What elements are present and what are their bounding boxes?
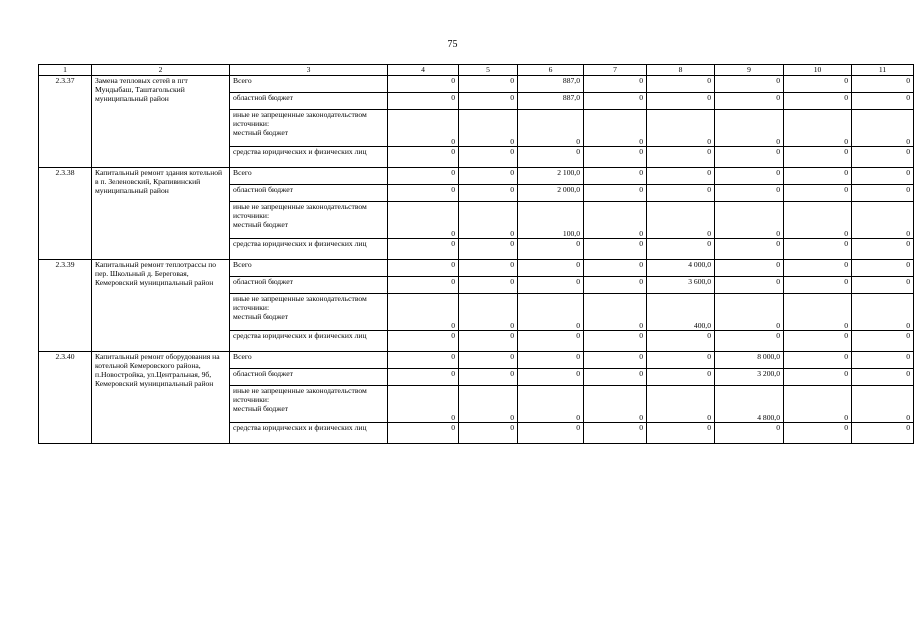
column-header: 10	[784, 65, 852, 76]
item-name: Капитальный ремонт здания котельной в п. Зеленовский, Крапивинский муниципальный район	[92, 168, 230, 260]
value-cell: 0	[459, 76, 518, 93]
value-cell: 0	[388, 277, 459, 294]
funding-source-label: местный бюджет	[233, 220, 289, 229]
funding-source	[230, 386, 388, 423]
value-cell: 0	[647, 239, 715, 260]
value-cell: 0	[715, 294, 784, 331]
funding-source-note: иные не запрещенные законодательством источники:	[233, 294, 367, 312]
value-cell: 0	[852, 110, 914, 147]
value-cell: 0	[784, 294, 852, 331]
funding-source	[230, 260, 388, 277]
value-cell: 0	[388, 76, 459, 93]
value-cell: 0	[459, 239, 518, 260]
funding-source-note: иные не запрещенные законодательством источники:	[233, 386, 367, 404]
funding-source-label: Всего	[233, 76, 252, 85]
value-cell: 0	[852, 202, 914, 239]
value-cell: 0	[584, 294, 647, 331]
column-header: 2	[92, 65, 230, 76]
value-cell: 0	[647, 423, 715, 444]
value-cell: 0	[388, 260, 459, 277]
funding-source-label: средства юридических и физических лиц	[233, 147, 367, 156]
value-cell: 0	[715, 93, 784, 110]
funding-source-label: Всего	[233, 260, 252, 269]
column-header: 1	[39, 65, 92, 76]
value-cell: 0	[715, 331, 784, 352]
value-cell: 0	[388, 93, 459, 110]
funding-source	[230, 168, 388, 185]
item-name: Капитальный ремонт оборудования на котельной Кемеровского района, п.Новостройка, ул.Центральная, 9б, Кемеровский муниципальный район	[92, 352, 230, 444]
funding-source	[230, 331, 388, 352]
funding-source	[230, 294, 388, 331]
funding-source-label: Всего	[233, 168, 252, 177]
value-cell: 0	[584, 260, 647, 277]
value-cell: 0	[715, 76, 784, 93]
value-cell: 0	[459, 423, 518, 444]
value-cell: 0	[518, 147, 584, 168]
value-cell: 0	[852, 185, 914, 202]
value-cell: 0	[784, 277, 852, 294]
value-cell: 0	[715, 110, 784, 147]
value-cell: 0	[459, 168, 518, 185]
table-row	[39, 352, 914, 369]
value-cell: 0	[518, 294, 584, 331]
value-cell: 0	[518, 423, 584, 444]
value-cell: 0	[388, 110, 459, 147]
funding-source-label: местный бюджет	[233, 404, 289, 413]
funding-source-label: Всего	[233, 352, 252, 361]
value-cell: 0	[388, 294, 459, 331]
value-cell: 0	[459, 352, 518, 369]
column-header: 9	[715, 65, 784, 76]
value-cell: 0	[584, 386, 647, 423]
funding-source	[230, 352, 388, 369]
value-cell: 0	[715, 277, 784, 294]
column-header: 8	[647, 65, 715, 76]
value-cell: 0	[518, 110, 584, 147]
value-cell: 0	[388, 168, 459, 185]
value-cell: 0	[784, 202, 852, 239]
value-cell: 0	[584, 369, 647, 386]
column-header: 11	[852, 65, 914, 76]
value-cell: 0	[388, 369, 459, 386]
funding-source-note: иные не запрещенные законодательством источники:	[233, 110, 367, 128]
value-cell: 8 000,0	[715, 352, 784, 369]
value-cell: 0	[784, 239, 852, 260]
column-number-row	[39, 65, 914, 76]
value-cell: 0	[852, 168, 914, 185]
funding-source-label: средства юридических и физических лиц	[233, 423, 367, 432]
value-cell: 0	[459, 277, 518, 294]
funding-source	[230, 423, 388, 444]
value-cell: 0	[388, 331, 459, 352]
value-cell: 100,0	[518, 202, 584, 239]
value-cell: 0	[584, 202, 647, 239]
value-cell: 0	[852, 147, 914, 168]
value-cell: 0	[459, 294, 518, 331]
item-name: Капитальный ремонт теплотрассы по пер. Школьный д. Береговая, Кемеровский муниципальный район	[92, 260, 230, 352]
value-cell: 0	[388, 352, 459, 369]
value-cell: 0	[584, 110, 647, 147]
funding-source	[230, 185, 388, 202]
funding-source	[230, 147, 388, 168]
value-cell: 4 000,0	[647, 260, 715, 277]
value-cell: 4 800,0	[715, 386, 784, 423]
item-code: 2.3.40	[39, 352, 92, 444]
value-cell: 0	[784, 386, 852, 423]
value-cell: 3 200,0	[715, 369, 784, 386]
funding-source-label: областной бюджет	[233, 185, 293, 194]
value-cell: 0	[388, 239, 459, 260]
value-cell: 887,0	[518, 76, 584, 93]
value-cell: 0	[518, 369, 584, 386]
column-header: 6	[518, 65, 584, 76]
value-cell: 0	[852, 294, 914, 331]
value-cell: 0	[459, 93, 518, 110]
value-cell: 0	[584, 423, 647, 444]
value-cell: 0	[784, 110, 852, 147]
value-cell: 0	[647, 352, 715, 369]
value-cell: 0	[852, 352, 914, 369]
value-cell: 0	[584, 168, 647, 185]
funding-source-label: средства юридических и физических лиц	[233, 331, 367, 340]
funding-source	[230, 239, 388, 260]
value-cell: 2 100,0	[518, 168, 584, 185]
value-cell: 0	[459, 110, 518, 147]
value-cell: 0	[388, 202, 459, 239]
value-cell: 0	[784, 93, 852, 110]
funding-source	[230, 369, 388, 386]
value-cell: 0	[715, 168, 784, 185]
value-cell: 0	[584, 331, 647, 352]
value-cell: 0	[784, 352, 852, 369]
value-cell: 0	[584, 185, 647, 202]
value-cell: 0	[459, 369, 518, 386]
value-cell: 0	[518, 239, 584, 260]
value-cell: 0	[388, 386, 459, 423]
value-cell: 0	[784, 260, 852, 277]
value-cell: 0	[647, 93, 715, 110]
item-code: 2.3.37	[39, 76, 92, 168]
item-code: 2.3.38	[39, 168, 92, 260]
item-name: Замена тепловых сетей в пгт Мундыбаш, Таштагольский муниципальный район	[92, 76, 230, 168]
value-cell: 0	[715, 185, 784, 202]
value-cell: 0	[388, 423, 459, 444]
funding-source-label: областной бюджет	[233, 277, 293, 286]
value-cell: 0	[388, 147, 459, 168]
value-cell: 0	[852, 386, 914, 423]
value-cell: 0	[518, 352, 584, 369]
value-cell: 0	[459, 202, 518, 239]
value-cell: 887,0	[518, 93, 584, 110]
funding-source-label: областной бюджет	[233, 93, 293, 102]
value-cell: 0	[852, 239, 914, 260]
value-cell: 0	[459, 185, 518, 202]
funding-source	[230, 110, 388, 147]
value-cell: 0	[584, 93, 647, 110]
table-row	[39, 76, 914, 93]
value-cell: 0	[647, 110, 715, 147]
value-cell: 0	[459, 331, 518, 352]
value-cell: 3 600,0	[647, 277, 715, 294]
value-cell: 0	[518, 277, 584, 294]
value-cell: 0	[784, 423, 852, 444]
value-cell: 0	[784, 168, 852, 185]
value-cell: 0	[715, 239, 784, 260]
table-body	[39, 76, 914, 444]
funding-source-label: местный бюджет	[233, 128, 289, 137]
value-cell: 0	[518, 386, 584, 423]
funding-source-label: средства юридических и физических лиц	[233, 239, 367, 248]
value-cell: 0	[647, 147, 715, 168]
value-cell: 0	[852, 277, 914, 294]
value-cell: 0	[852, 93, 914, 110]
funding-source-label: местный бюджет	[233, 312, 289, 321]
column-header: 5	[459, 65, 518, 76]
value-cell: 0	[459, 386, 518, 423]
value-cell: 0	[647, 185, 715, 202]
value-cell: 400,0	[647, 294, 715, 331]
value-cell: 0	[647, 331, 715, 352]
value-cell: 0	[852, 331, 914, 352]
value-cell: 0	[647, 76, 715, 93]
value-cell: 0	[784, 147, 852, 168]
value-cell: 0	[459, 260, 518, 277]
value-cell: 0	[852, 423, 914, 444]
funding-source	[230, 277, 388, 294]
funding-source	[230, 93, 388, 110]
value-cell: 0	[518, 331, 584, 352]
value-cell: 0	[584, 352, 647, 369]
value-cell: 0	[852, 260, 914, 277]
column-header: 7	[584, 65, 647, 76]
value-cell: 0	[647, 168, 715, 185]
value-cell: 0	[647, 386, 715, 423]
value-cell: 0	[584, 277, 647, 294]
funding-source-note: иные не запрещенные законодательством источники:	[233, 202, 367, 220]
page-number: 75	[447, 39, 458, 50]
value-cell: 0	[584, 147, 647, 168]
value-cell: 0	[584, 76, 647, 93]
value-cell: 0	[715, 202, 784, 239]
funding-source-label: областной бюджет	[233, 369, 293, 378]
value-cell: 0	[784, 76, 852, 93]
funding-source	[230, 202, 388, 239]
value-cell: 0	[784, 185, 852, 202]
value-cell: 2 000,0	[518, 185, 584, 202]
value-cell: 0	[715, 260, 784, 277]
value-cell: 0	[518, 260, 584, 277]
value-cell: 0	[715, 147, 784, 168]
funding-source	[230, 76, 388, 93]
value-cell: 0	[784, 369, 852, 386]
item-code: 2.3.39	[39, 260, 92, 352]
value-cell: 0	[584, 239, 647, 260]
value-cell: 0	[852, 369, 914, 386]
value-cell: 0	[852, 76, 914, 93]
value-cell: 0	[784, 331, 852, 352]
column-header: 4	[388, 65, 459, 76]
value-cell: 0	[647, 202, 715, 239]
value-cell: 0	[715, 423, 784, 444]
table-row	[39, 168, 914, 185]
column-header: 3	[230, 65, 388, 76]
budget-table	[38, 64, 914, 444]
value-cell: 0	[647, 369, 715, 386]
value-cell: 0	[459, 147, 518, 168]
table-row	[39, 260, 914, 277]
value-cell: 0	[388, 185, 459, 202]
